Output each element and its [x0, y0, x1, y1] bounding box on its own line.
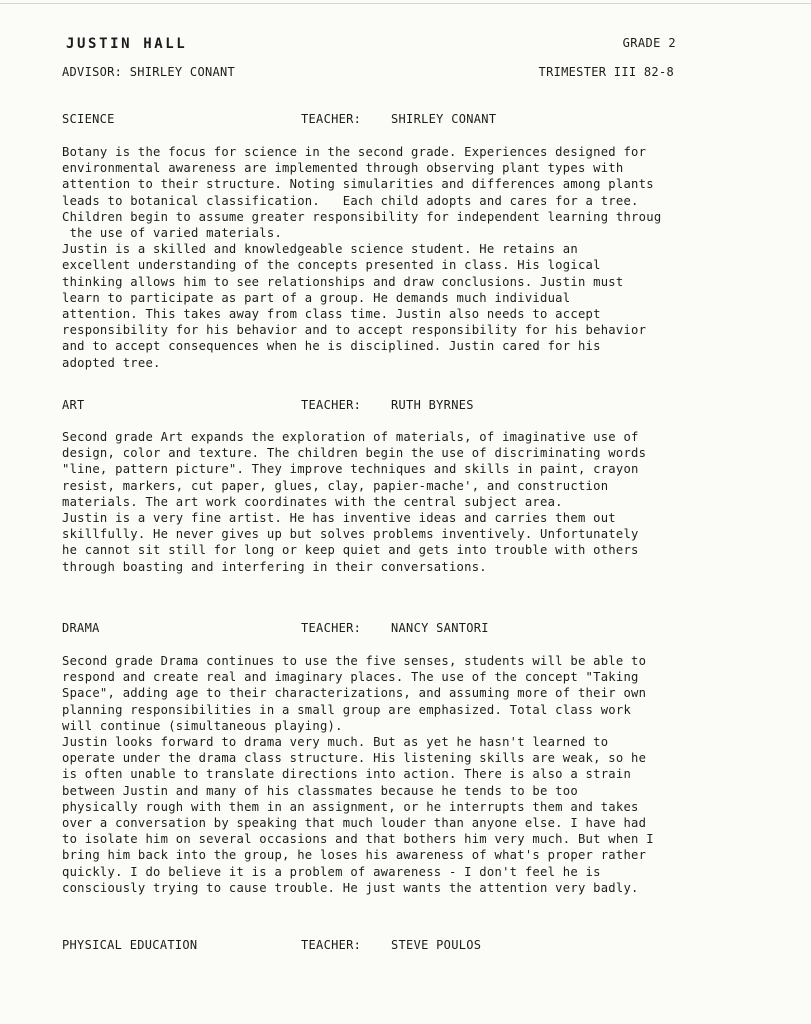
body-line: Second grade Art expands the exploration of materials, of imaginative use of: [62, 430, 639, 444]
body-line: bring him back into the group, he loses his awareness of what's proper rather: [62, 848, 647, 863]
body-line: design, color and texture. The children begin the use of discriminating words: [62, 446, 647, 461]
student-name: JUSTIN HALL: [66, 36, 188, 52]
body-line: materials. The art work coordinates with the central subject area.: [62, 494, 563, 509]
body-line: respond and create real and imaginary places. The use of the concept "Taking: [62, 670, 639, 685]
body-line: leads to botanical classification. Each child adopts and cares for a tree.: [62, 193, 639, 208]
body-line: planning responsibilities in a small group are emphasized. Total class work: [62, 702, 632, 717]
body-line: adopted tree.: [62, 355, 161, 370]
section-subject-art: ART: [62, 398, 85, 412]
section-teacher-drama: [301, 621, 489, 635]
section-teacher-art: [301, 398, 474, 412]
section-teacher-science: [301, 112, 496, 126]
body-line: consciously trying to cause trouble. He just wants the attention very badly.: [62, 880, 639, 895]
body-line: and to accept consequences when he is disciplined. Justin cared for his: [62, 339, 601, 354]
section-subject-physical-education: PHYSICAL EDUCATION: [62, 938, 198, 952]
teacher-label: TEACHER:: [301, 112, 362, 126]
body-line: Botany is the focus for science in the second grade. Experiences designed for: [62, 145, 647, 159]
section-body-art: [62, 429, 762, 575]
body-line: the use of varied materials.: [62, 226, 283, 241]
body-line: environmental awareness are implemented through observing plant types with: [62, 161, 624, 176]
body-line: Justin is a skilled and knowledgeable science student. He retains an: [62, 242, 578, 257]
section-subject-drama: DRAMA: [62, 621, 100, 635]
body-line: Children begin to assume greater responsibility for independent learning throug: [62, 209, 662, 224]
body-line: "line, pattern picture". They improve techniques and skills in paint, crayon: [62, 462, 639, 477]
body-line: to isolate him on several occasions and that bothers him very much. But when I: [62, 832, 654, 847]
body-line: skillfully. He never gives up but solves problems inventively. Unfortunately: [62, 527, 639, 542]
body-line: quickly. I do believe it is a problem of awareness - I don't feel he is: [62, 864, 601, 879]
body-line: resist, markers, cut paper, glues, clay, papier-mache', and construction: [62, 478, 609, 493]
teacher-name: SHIRLEY CONANT: [391, 112, 497, 126]
body-line: is often unable to translate directions into action. There is also a strain: [62, 767, 632, 782]
teacher-label: TEACHER:: [301, 398, 362, 412]
body-line: will continue (simultaneous playing).: [62, 718, 343, 733]
body-line: learn to participate as part of a group. He demands much individual: [62, 290, 571, 305]
section-teacher-physical-education: [301, 938, 481, 952]
body-line: responsibility for his behavior and to accept responsibility for his behavior: [62, 323, 647, 338]
teacher-label: TEACHER:: [301, 938, 362, 952]
section-subject-science: SCIENCE: [62, 112, 115, 126]
body-line: between Justin and many of his classmates because he tends to be too: [62, 783, 578, 798]
body-line: physically rough with them in an assignment, or he interrupts them and takes: [62, 799, 639, 814]
section-body-science: [62, 144, 762, 371]
body-line: over a conversation by speaking that much louder than anyone else. I have had: [62, 816, 647, 831]
body-line: thinking allows him to see relationships and draw conclusions. Justin must: [62, 274, 624, 289]
section-body-drama: [62, 653, 762, 896]
trimester-label: TRIMESTER III 82-8: [538, 65, 674, 79]
body-line: attention to their structure. Noting simularities and differences among plants: [62, 177, 654, 192]
grade-level: GRADE 2: [622, 36, 676, 50]
advisor-name: ADVISOR: SHIRLEY CONANT: [62, 65, 236, 79]
body-line: attention. This takes away from class time. Justin also needs to accept: [62, 307, 601, 322]
body-line: he cannot sit still for long or keep quiet and gets into trouble with others: [62, 543, 639, 558]
body-line: operate under the drama class structure. His listening skills are weak, so he: [62, 751, 647, 766]
body-line: Justin looks forward to drama very much. But as yet he hasn't learned to: [62, 735, 609, 750]
body-line: excellent understanding of the concepts presented in class. His logical: [62, 258, 601, 273]
body-line: Space", adding age to their characterizations, and assuming more of their own: [62, 686, 647, 701]
page-top-edge: [0, 3, 811, 4]
body-line: Justin is a very fine artist. He has inventive ideas and carries them out: [62, 511, 616, 526]
teacher-name: NANCY SANTORI: [391, 621, 489, 635]
teacher-name: RUTH BYRNES: [391, 398, 474, 412]
body-line: through boasting and interfering in their conversations.: [62, 559, 487, 574]
body-line: Second grade Drama continues to use the five senses, students will be able to: [62, 654, 647, 668]
teacher-label: TEACHER:: [301, 621, 362, 635]
teacher-name: STEVE POULOS: [391, 938, 482, 952]
